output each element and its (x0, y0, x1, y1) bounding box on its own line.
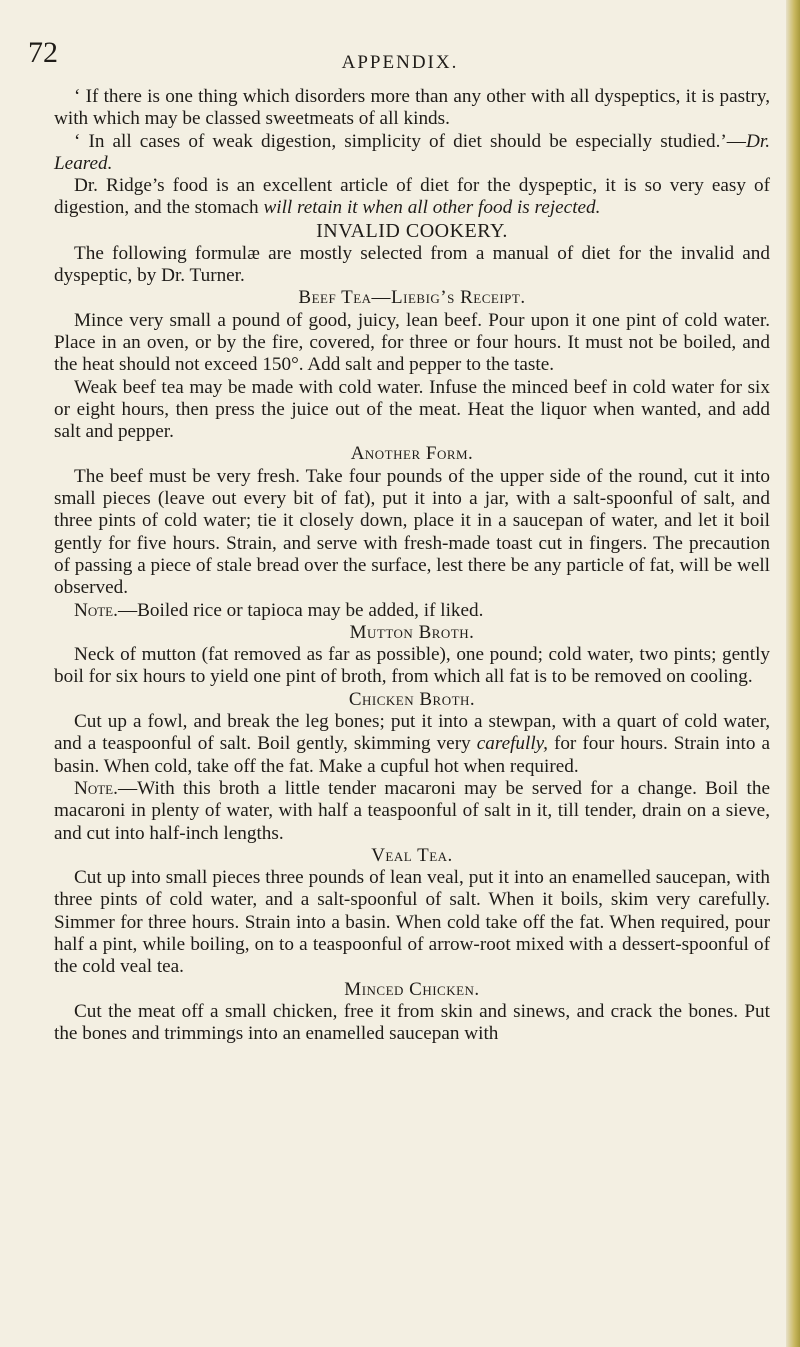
paragraph: Mince very small a pound of good, juicy, lean beef. Pour upon it one pint of cold water. Place in an oven, or by the fire, covered, for three or four hours. It must not be boiled, and the heat should not exceed 150°. Add salt and pepper to the taste. (54, 309, 770, 376)
note (54, 778, 770, 845)
emphasis: carefully, (476, 733, 548, 755)
recipe-heading: Veal Tea. (371, 844, 453, 866)
paragraph: ‘ If there is one thing which disorders more than any other with all dyspeptics, it is pastry, with which may be classed sweetmeats of all kinds. (54, 86, 770, 130)
paragraph-text: for four hours. Strain into a basin. When cold, take off the fat. Make a cupful hot when required. (54, 733, 770, 777)
note-text: —Boiled rice or tapioca may be added, if liked. (117, 599, 484, 621)
recipe-heading: Another Form. (350, 443, 474, 465)
paragraph (54, 175, 770, 220)
paragraph-text: Dr. Ridge’s food is an excellent article of diet for the dyspeptic, it is so very easy of digestion, and the stomach (54, 175, 770, 219)
section-heading: INVALID COOKERY. (316, 219, 508, 242)
paragraph: The beef must be very fresh. Take four pounds of the upper side of the round, cut it into small pieces (leave out every bit of fat), put it into a jar, with a salt-spoonful of salt, and three pints of cold water; tie it closely down, place it in a saucepan of water, and let it boil gently for five hours. Strain, and serve with fresh-made toast cut in fingers. The precaution of passing a piece of stale bread over the surface, lest there be any particle of fat, will be well observed. (54, 465, 770, 599)
paragraph-text: ‘ In all cases of weak digestion, simplicity of diet should be especially studied.’— (74, 130, 746, 152)
paragraph: Weak beef tea may be made with cold water. Infuse the minced beef in cold water for six or eight hours, then press the juice out of the meat. Heat the liquor when wanted, and add salt and pepper. (54, 376, 770, 443)
note-label: Note. (74, 777, 118, 799)
emphasis: will retain it when all other food is rejected. (263, 197, 601, 219)
page-edge (786, 0, 800, 1347)
running-title: APPENDIX. (341, 52, 459, 73)
paragraph: The following formulæ are mostly selected from a manual of diet for the invalid and dyspeptic, by Dr. Turner. (54, 242, 770, 287)
page-body (54, 86, 770, 1045)
attribution: Dr. Leared. (54, 130, 770, 174)
page-number: 72 (28, 36, 58, 69)
note-text: —With this broth a little tender macaroni may be served for a change. Boil the macaroni in plenty of water, with half a teaspoonful of salt in it, till tender, drain on a sieve, and cut into half-inch lengths. (54, 777, 770, 844)
recipe-heading: Beef Tea—Liebig’s Receipt. (298, 287, 526, 309)
paragraph: Cut the meat off a small chicken, free it from skin and sinews, and crack the bones. Put the bones and trimmings into an enamelled saucepan with (54, 1000, 770, 1045)
recipe-heading: Chicken Broth. (348, 688, 476, 710)
paragraph (54, 131, 770, 176)
paragraph: Cut up into small pieces three pounds of lean veal, put it into an enamelled saucepan, with three pints of cold water, and a salt-spoonful of salt. When it boils, skim very carefully. Simmer for three hours. Strain into a basin. When cold take off the fat. When required, pour half a pint, while boiling, on to a teaspoonful of arrow-root mixed with a dessert-spoonful of the cold veal tea. (54, 867, 770, 978)
note (54, 600, 770, 622)
paragraph-text: Cut up a fowl, and break the leg bones; put it into a stewpan, with a quart of cold water, and a teaspoonful of salt. Boil gently, skimming very (54, 711, 770, 755)
recipe-heading: Minced Chicken. (344, 978, 480, 1000)
paragraph (54, 711, 770, 778)
note-label: Note. (74, 599, 118, 621)
recipe-heading: Mutton Broth. (349, 621, 475, 643)
paragraph: Neck of mutton (fat removed as far as possible), one pound; cold water, two pints; gently boil for six hours to yield one pint of broth, from which all fat is to be removed on cooling. (54, 644, 770, 688)
